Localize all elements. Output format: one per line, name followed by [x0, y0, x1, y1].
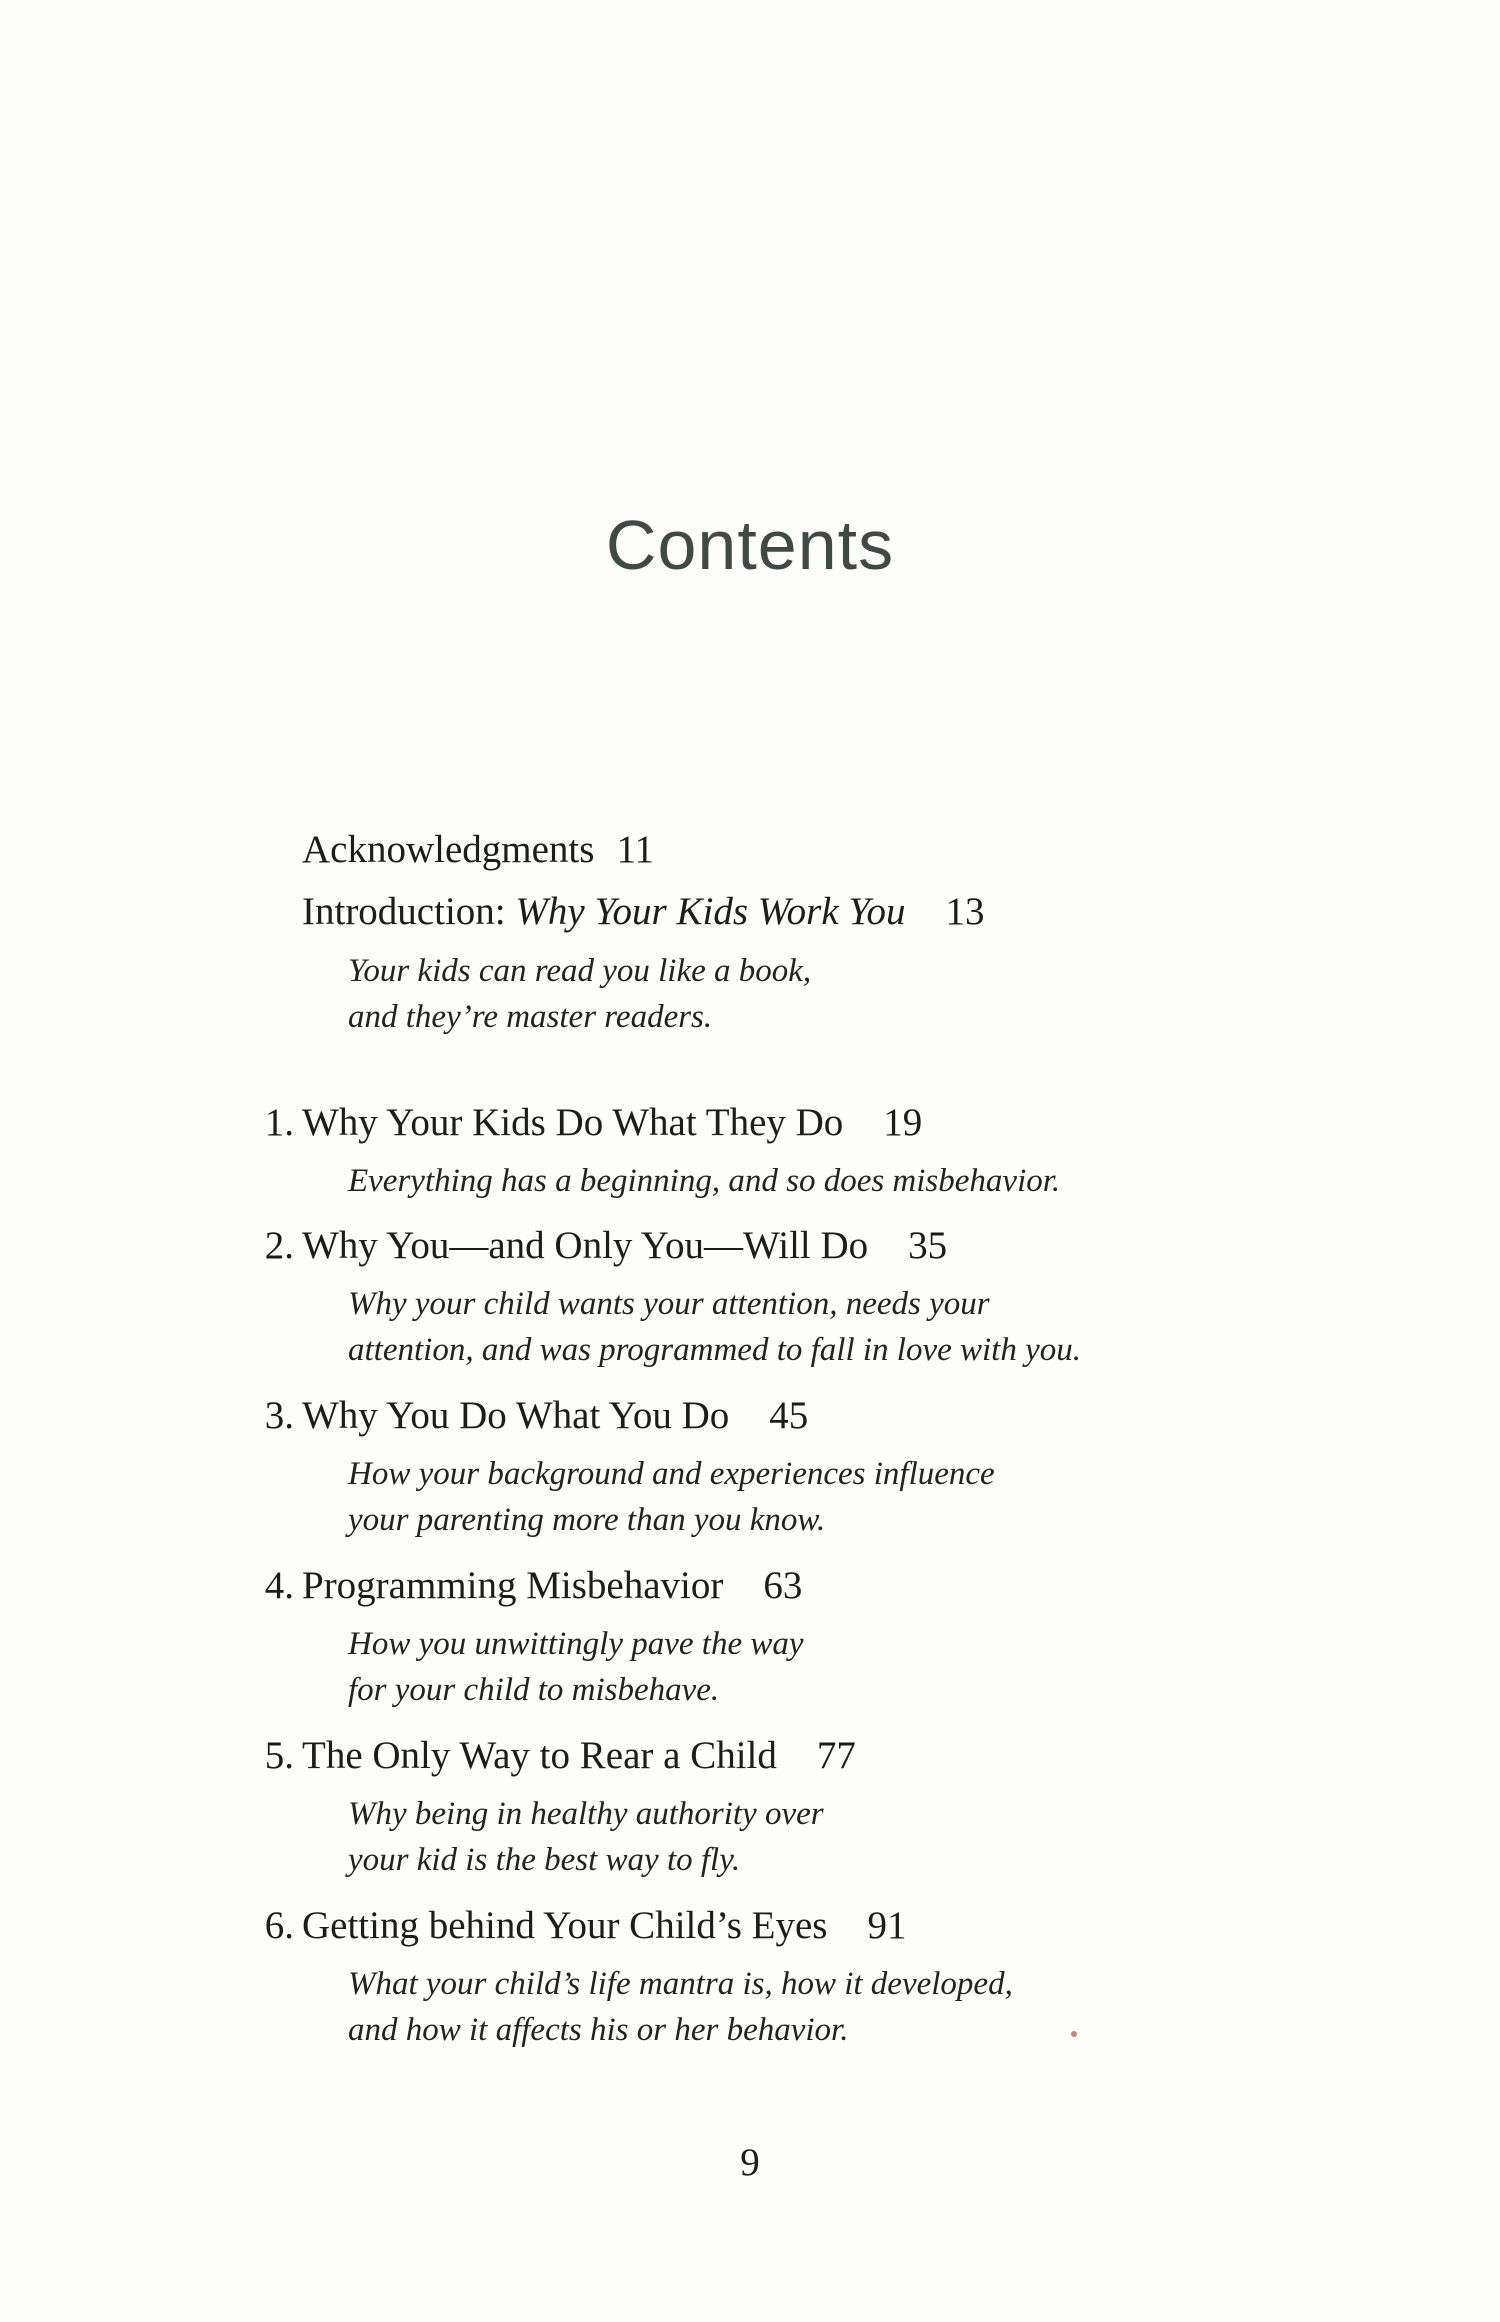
chapter-number: 4. — [264, 1564, 294, 1607]
entry-description-line: your parenting more than you know. — [348, 1502, 826, 1538]
entry-title: Getting behind Your Child’s Eyes — [302, 1904, 828, 1947]
entry-page-number: 13 — [945, 890, 985, 933]
chapter-number: 2. — [264, 1224, 294, 1267]
ink-speck — [1071, 2031, 1077, 2037]
entry-page-number: 91 — [867, 1904, 907, 1947]
entry-description-line: Everything has a beginning, and so does misbehavior. — [348, 1163, 1061, 1199]
entry-description-line: and how it affects his or her behavior. — [348, 2012, 849, 2048]
entry-description-line: attention, and was programmed to fall in love with you. — [348, 1332, 1081, 1368]
chapter-number: 5. — [264, 1734, 294, 1777]
entry-description-line: for your child to misbehave. — [348, 1672, 720, 1708]
page-title: Contents — [605, 506, 895, 584]
chapter-number: 6. — [264, 1904, 294, 1947]
toc-entry-acknowledgments — [302, 827, 654, 873]
entry-page-number: 77 — [816, 1734, 856, 1777]
toc-entry-chapter-2 — [264, 1223, 948, 1269]
entry-description-line: How you unwittingly pave the way — [348, 1626, 804, 1662]
entry-title-italic: Why Your Kids Work You — [515, 890, 906, 933]
entry-title: Why You Do What You Do — [302, 1394, 730, 1437]
entry-title-prefix: Introduction: — [302, 890, 516, 933]
entry-description-line: Why your child wants your attention, needs your — [348, 1286, 990, 1322]
entry-title: Programming Misbehavior — [302, 1564, 724, 1607]
page-number: 9 — [740, 2141, 760, 2184]
entry-description-line: and they’re master readers. — [348, 999, 713, 1035]
entry-description-line: your kid is the best way to fly. — [348, 1842, 741, 1878]
toc-entry-chapter-5 — [264, 1733, 856, 1779]
entry-page-number: 35 — [908, 1224, 948, 1267]
chapter-number: 3. — [264, 1394, 294, 1437]
toc-entry-chapter-3 — [264, 1393, 809, 1439]
entry-page-number: 45 — [769, 1394, 809, 1437]
entry-description-line: How your background and experiences influence — [348, 1456, 995, 1492]
entry-title: Why You—and Only You—Will Do — [302, 1224, 869, 1267]
entry-description-line: Your kids can read you like a book, — [348, 953, 812, 989]
entry-title: Acknowledgments — [302, 828, 595, 871]
entry-title: Why Your Kids Do What They Do — [302, 1101, 844, 1144]
entry-description-line: Why being in healthy authority over — [348, 1796, 824, 1832]
toc-entry-introduction — [302, 889, 985, 935]
entry-description-line: What your child’s life mantra is, how it developed, — [348, 1966, 1013, 2002]
entry-page-number: 63 — [763, 1564, 803, 1607]
toc-entry-chapter-4 — [264, 1563, 803, 1609]
toc-entry-chapter-6 — [264, 1903, 907, 1949]
toc-entry-chapter-1 — [264, 1100, 923, 1146]
chapter-number: 1. — [264, 1101, 294, 1144]
entry-title: The Only Way to Rear a Child — [302, 1734, 777, 1777]
entry-page-number: 19 — [883, 1101, 923, 1144]
entry-page-number: 11 — [616, 828, 655, 871]
